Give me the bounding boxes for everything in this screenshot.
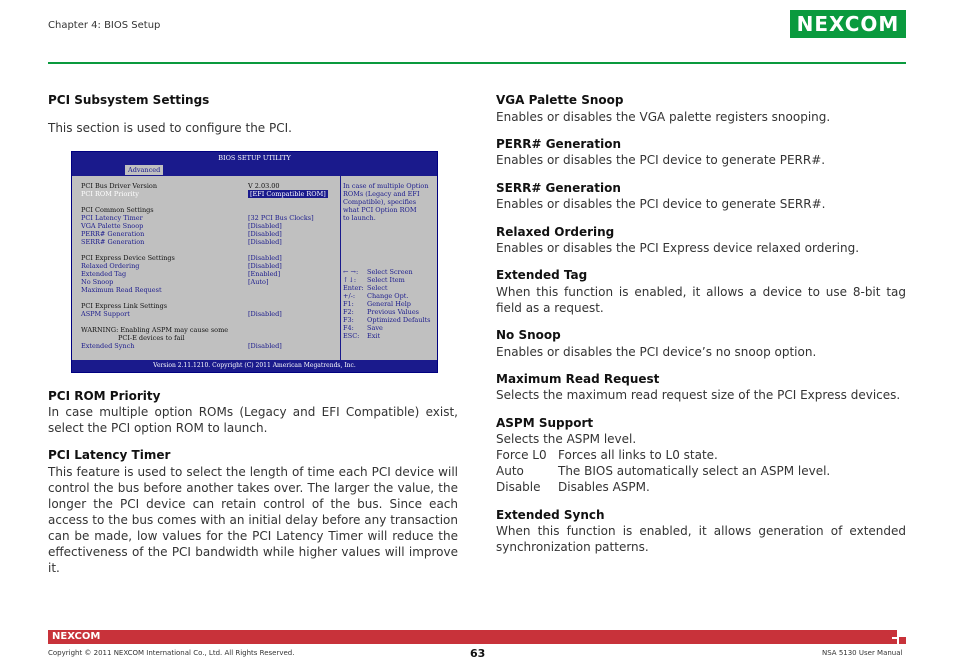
bios-setting-value[interactable]: [Disabled] bbox=[248, 310, 282, 318]
bios-setting-label[interactable]: PCI Express Device Settings bbox=[81, 254, 175, 262]
bios-key: F4: bbox=[343, 324, 354, 332]
bios-help-line: ROMs (Legacy and EFI bbox=[343, 190, 420, 198]
bios-setting-label[interactable]: PCI Common Settings bbox=[81, 206, 154, 214]
footer-logo: NEXCOM bbox=[52, 631, 101, 642]
bios-setting-label[interactable]: PCI Express Link Settings bbox=[81, 302, 168, 310]
bios-help-line: what PCI Option ROM bbox=[343, 206, 417, 214]
copyright: Copyright © 2011 NEXCOM International Co., Ltd. All Rights Reserved. bbox=[48, 649, 295, 657]
perr-text: Enables or disables the PCI device to generate PERR#. bbox=[496, 153, 826, 167]
bios-setting-label[interactable]: PERR# Generation bbox=[81, 230, 145, 238]
latency-title: PCI Latency Timer bbox=[48, 448, 171, 462]
footer-square bbox=[899, 637, 906, 644]
nexcom-logo bbox=[790, 10, 906, 38]
bios-key: F1: bbox=[343, 300, 354, 308]
bios-footer: Version 2.11.1210. Copyright (C) 2011 American Megatrends, Inc. bbox=[72, 360, 437, 372]
bios-key-desc: General Help bbox=[367, 300, 411, 308]
synch-text: When this function is enabled, it allows generation of extended synchronization patterns. bbox=[496, 524, 906, 554]
bios-setting-value[interactable]: [Disabled] bbox=[248, 342, 282, 350]
bios-setting-value[interactable]: [Disabled] bbox=[248, 222, 282, 230]
bios-key: ↑↓: bbox=[343, 276, 357, 284]
bios-setting-value[interactable]: [Disabled] bbox=[248, 262, 282, 270]
serr-text: Enables or disables the PCI device to generate SERR#. bbox=[496, 197, 826, 211]
bios-setting-value[interactable]: [Disabled] bbox=[248, 238, 282, 246]
rom-title: PCI ROM Priority bbox=[48, 389, 161, 403]
bios-setting-value[interactable]: V 2.03.00 bbox=[248, 182, 280, 190]
relaxed-title: Relaxed Ordering bbox=[496, 225, 615, 239]
bios-setting-label[interactable]: Maximum Read Request bbox=[81, 286, 162, 294]
manual-title: NSA 5130 User Manual bbox=[822, 649, 903, 657]
header-divider bbox=[48, 62, 906, 64]
perr-title: PERR# Generation bbox=[496, 137, 622, 151]
serr-title: SERR# Generation bbox=[496, 181, 621, 195]
aspm-opt-key: Disable bbox=[496, 480, 541, 494]
bios-key-desc: Optimized Defaults bbox=[367, 316, 431, 324]
bios-key-desc: Select Item bbox=[367, 276, 405, 284]
bios-key-desc: Previous Values bbox=[367, 308, 419, 316]
bios-setting-label[interactable]: PCI-E devices to fail bbox=[118, 334, 185, 342]
footer-bar bbox=[48, 630, 892, 644]
bios-key: F3: bbox=[343, 316, 354, 324]
exttag-title: Extended Tag bbox=[496, 268, 588, 282]
bios-setting-label[interactable]: PCI Bus Driver Version bbox=[81, 182, 158, 190]
bios-setting-value[interactable]: [Auto] bbox=[248, 278, 269, 286]
bios-help-line: Compatible), specifies bbox=[343, 198, 417, 206]
bios-key: F2: bbox=[343, 308, 354, 316]
bios-key-desc: Select bbox=[367, 284, 388, 292]
maxread-text: Selects the maximum read request size of the PCI Express devices. bbox=[496, 388, 901, 402]
bios-setting-label[interactable]: Relaxed Ordering bbox=[81, 262, 140, 270]
bios-setting-label[interactable]: No Snoop bbox=[81, 278, 114, 286]
aspm-text: Selects the ASPM level. bbox=[496, 432, 637, 446]
bios-setting-value[interactable]: [Disabled] bbox=[248, 230, 282, 238]
bios-settings-panel bbox=[72, 176, 341, 360]
bios-help-line: In case of multiple Option bbox=[343, 182, 429, 190]
vga-text: Enables or disables the VGA palette registers snooping. bbox=[496, 110, 831, 124]
vga-title: VGA Palette Snoop bbox=[496, 93, 624, 107]
bios-setting-label[interactable]: SERR# Generation bbox=[81, 238, 145, 246]
bios-key: Enter: bbox=[343, 284, 364, 292]
page-number: 63 bbox=[470, 647, 486, 660]
bios-setting-value[interactable]: [Enabled] bbox=[248, 270, 281, 278]
bios-help-line: to launch. bbox=[343, 214, 376, 222]
latency-text: This feature is used to select the length of time each PCI device will control the bus before another takes over. The larger the value, the longer the PCI device can retain control of the bus. Since each access to the bus comes with an initial delay before any transaction can be made, low values for the PCI Latency Timer will reduce the effectiveness of the PCI bandwidth while higher values will improve it. bbox=[48, 465, 458, 575]
bios-title: BIOS SETUP UTILITY bbox=[72, 152, 437, 164]
aspm-opt-desc: Disables ASPM. bbox=[558, 480, 650, 494]
bios-key-desc: Save bbox=[367, 324, 383, 332]
intro-text: This section is used to configure the PCI. bbox=[48, 121, 292, 135]
bios-setting-label[interactable]: VGA Palette Snoop bbox=[81, 222, 144, 230]
bios-tabbar bbox=[72, 164, 437, 176]
bios-setting-label[interactable]: Extended Synch bbox=[81, 342, 135, 350]
bios-key-desc: Select Screen bbox=[367, 268, 413, 276]
chapter-label: Chapter 4: BIOS Setup bbox=[48, 20, 161, 31]
bios-key: ← →: bbox=[343, 268, 359, 276]
bios-setting-label[interactable]: ASPM Support bbox=[81, 310, 130, 318]
footer-square bbox=[890, 639, 897, 644]
footer-square bbox=[890, 630, 897, 637]
bios-key: ESC: bbox=[343, 332, 360, 340]
nosnoop-text: Enables or disables the PCI device’s no snoop option. bbox=[496, 345, 817, 359]
rom-text: In case multiple option ROMs (Legacy and EFI Compatible) exist, select the PCI option ROM to launch. bbox=[48, 405, 458, 435]
bios-key-desc: Change Opt. bbox=[367, 292, 409, 300]
bios-setting-label[interactable]: PCI ROM Priority bbox=[81, 190, 139, 198]
aspm-opt-key: Force L0 bbox=[496, 448, 547, 462]
bios-help-panel bbox=[341, 176, 437, 360]
aspm-title: ASPM Support bbox=[496, 416, 594, 430]
bios-key: +/-: bbox=[343, 292, 356, 300]
aspm-opt-key: Auto bbox=[496, 464, 524, 478]
nosnoop-title: No Snoop bbox=[496, 328, 561, 342]
aspm-opt-desc: Forces all links to L0 state. bbox=[558, 448, 718, 462]
section-title: PCI Subsystem Settings bbox=[48, 93, 210, 107]
relaxed-text: Enables or disables the PCI Express device relaxed ordering. bbox=[496, 241, 860, 255]
synch-title: Extended Synch bbox=[496, 508, 605, 522]
bios-setting-value[interactable]: [EFI Compatible ROM] bbox=[250, 190, 326, 198]
bios-tab-advanced[interactable]: Advanced bbox=[125, 165, 163, 175]
bios-key-desc: Exit bbox=[367, 332, 381, 340]
bios-setting-value[interactable]: [32 PCI Bus Clocks] bbox=[248, 214, 314, 222]
bios-setting-value[interactable]: [Disabled] bbox=[248, 254, 282, 262]
bios-setting-label[interactable]: PCI Latency Timer bbox=[81, 214, 143, 222]
maxread-title: Maximum Read Request bbox=[496, 372, 660, 386]
exttag-text: When this function is enabled, it allows a device to use 8-bit tag field as a request. bbox=[496, 285, 906, 315]
logo-text: NEXCOM bbox=[796, 12, 900, 36]
aspm-opt-desc: The BIOS automatically select an ASPM level. bbox=[558, 464, 831, 478]
bios-setting-label[interactable]: WARNING: Enabling ASPM may cause some bbox=[81, 326, 229, 334]
bios-setting-label[interactable]: Extended Tag bbox=[81, 270, 127, 278]
bios-screenshot bbox=[71, 151, 438, 373]
